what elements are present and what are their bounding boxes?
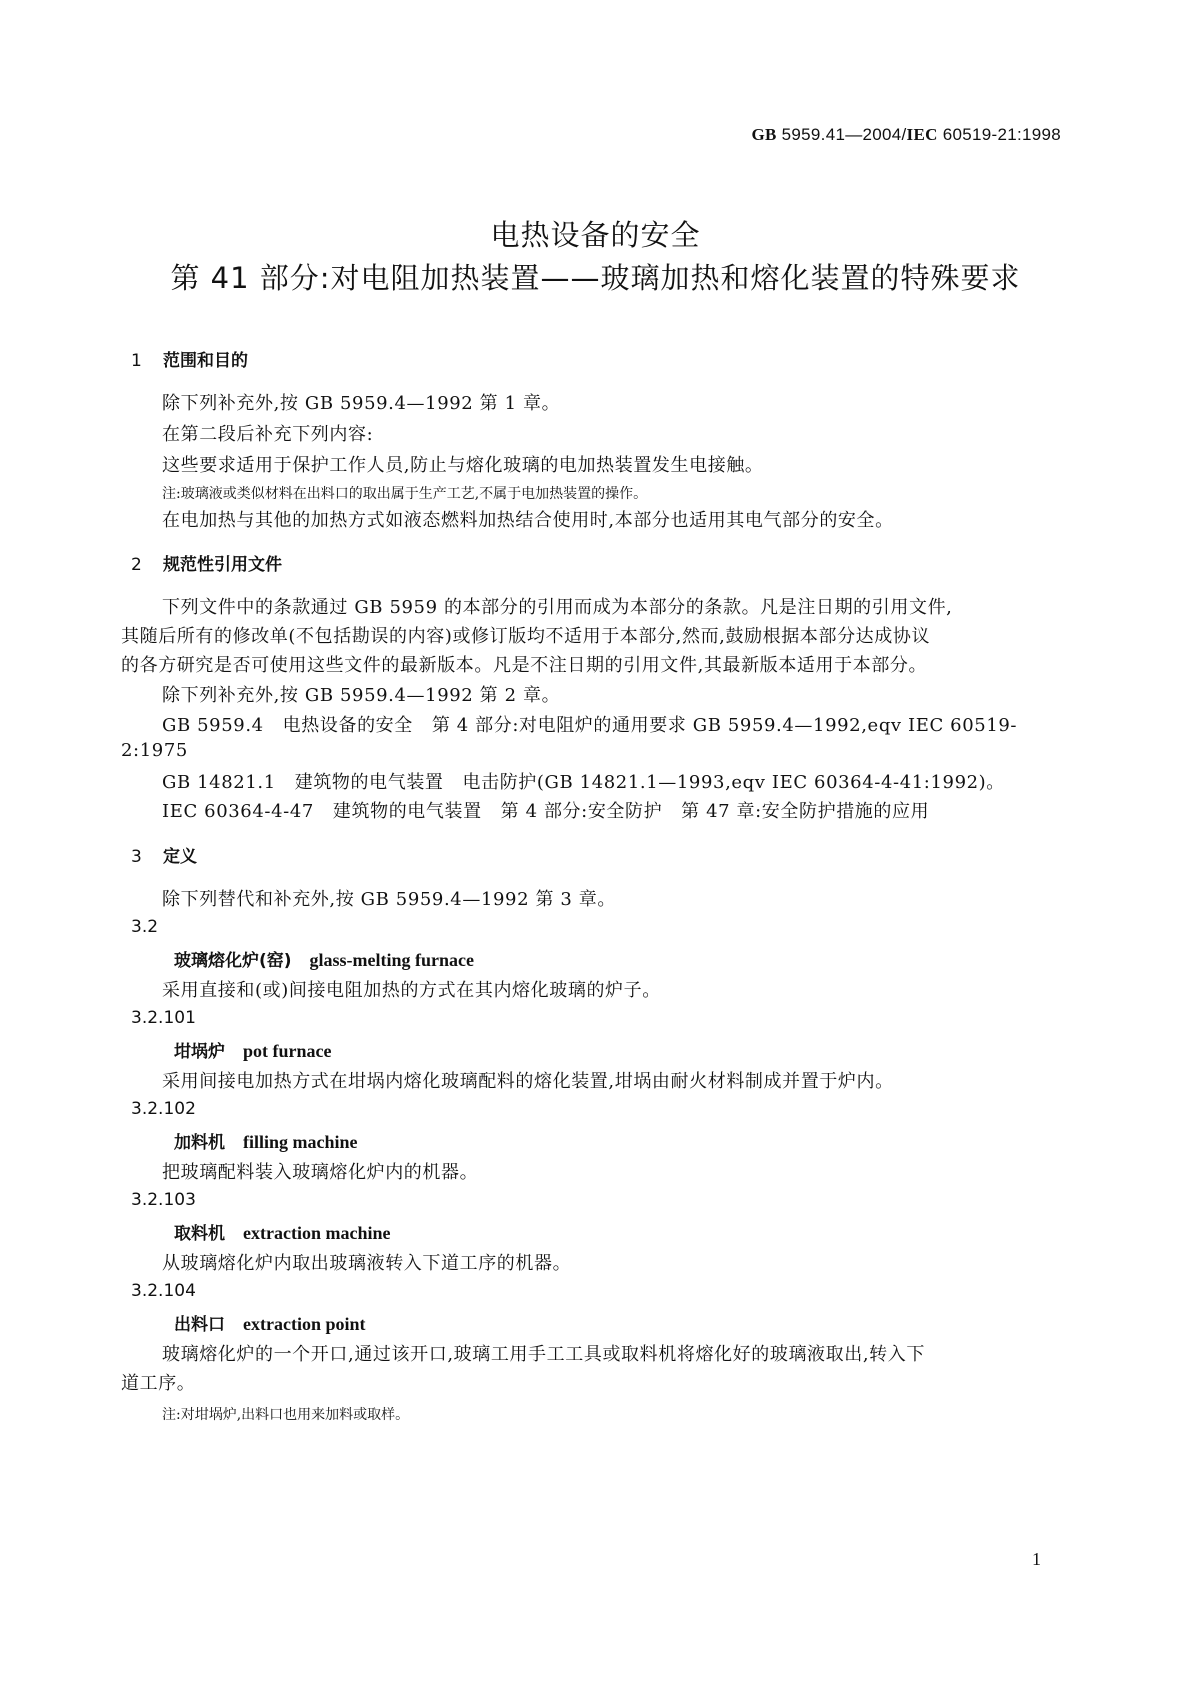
standard-code-iec-number: 60519-21:1998 <box>937 125 1061 144</box>
s1-paragraph-3: 这些要求适用于保护工作人员,防止与熔化玻璃的电加热装置发生电接触。 <box>162 455 764 476</box>
definition-text: 从玻璃熔化炉内取出玻璃液转入下道工序的机器。 <box>162 1253 572 1274</box>
standard-code <box>751 125 1061 145</box>
term-english: filling machine <box>243 1132 358 1152</box>
section-title: 范围和目的 <box>163 351 248 371</box>
definition-text: 采用间接电加热方式在坩埚内熔化玻璃配料的熔化装置,坩埚由耐火材料制成并置于炉内。 <box>162 1071 894 1092</box>
s2-paragraph-2: 除下列补充外,按 GB 5959.4—1992 第 2 章。 <box>162 685 561 706</box>
s1-paragraph-4: 在电加热与其他的加热方式如液态燃料加热结合使用时,本部分也适用其电气部分的安全。 <box>162 510 894 531</box>
clause-number: 3.2.102 <box>131 1099 196 1119</box>
standard-code-iec: IEC <box>906 125 938 144</box>
section-2-heading <box>131 550 282 575</box>
definition-text: 把玻璃配料装入玻璃熔化炉内的机器。 <box>162 1162 479 1183</box>
definition-text-line-1: 玻璃熔化炉的一个开口,通过该开口,玻璃工用手工工具或取料机将熔化好的玻璃液取出,转入下 <box>162 1344 925 1365</box>
term-chinese: 取料机 <box>174 1224 225 1244</box>
s2-paragraph-1-line-3: 的各方研究是否可使用这些文件的最新版本。凡是不注日期的引用文件,其最新版本适用于本部分。 <box>121 655 928 676</box>
definition-text: 采用直接和(或)间接电阻加热的方式在其内熔化玻璃的炉子。 <box>162 980 661 1001</box>
term-english: extraction machine <box>243 1223 391 1243</box>
term-english: glass-melting furnace <box>309 950 475 970</box>
page-number: 1 <box>1032 1549 1041 1569</box>
definition-text-line-2: 道工序。 <box>121 1373 196 1394</box>
term-chinese: 加料机 <box>174 1133 225 1153</box>
standard-code-prefix: GB <box>751 125 777 144</box>
reference-gb5959-line-2: 2:1975 <box>121 740 188 761</box>
clause-number: 3.2.103 <box>131 1190 196 1210</box>
section-number: 3 <box>131 847 142 867</box>
term-chinese: 出料口 <box>174 1315 225 1335</box>
section-3-heading <box>131 842 197 867</box>
s2-paragraph-1-line-1: 下列文件中的条款通过 GB 5959 的本部分的引用而成为本部分的条款。凡是注日期的引用文件, <box>162 597 953 618</box>
definition-term <box>174 946 474 971</box>
term-english: extraction point <box>243 1314 366 1334</box>
clause-number: 3.2 <box>131 917 159 937</box>
document-title: 电热设备的安全 <box>490 218 701 252</box>
document-subtitle: 第 41 部分:对电阻加热装置——玻璃加热和熔化装置的特殊要求 <box>170 261 1021 295</box>
term-english: pot furnace <box>243 1041 332 1061</box>
term-chinese: 玻璃熔化炉(窑) <box>174 951 292 971</box>
section-1-heading <box>131 346 248 371</box>
definition-term <box>174 1128 358 1153</box>
definition-term <box>174 1310 365 1335</box>
s3-paragraph-1: 除下列替代和补充外,按 GB 5959.4—1992 第 3 章。 <box>162 889 616 910</box>
clause-number: 3.2.104 <box>131 1281 196 1301</box>
reference-iec60364: IEC 60364-4-47 建筑物的电气装置 第 4 部分:安全防护 第 47 章:安全防护措施的应用 <box>162 801 930 822</box>
s3-note: 注:对坩埚炉,出料口也用来加料或取样。 <box>162 1407 410 1423</box>
s2-paragraph-1-line-2: 其随后所有的修改单(不包括勘误的内容)或修订版均不适用于本部分,然而,鼓励根据本部分达成协议 <box>121 626 931 647</box>
section-number: 1 <box>131 351 142 371</box>
reference-gb5959-line-1: GB 5959.4 电热设备的安全 第 4 部分:对电阻炉的通用要求 GB 5959.4—1992,eqv IEC 60519- <box>162 715 1018 736</box>
definition-term <box>174 1219 390 1244</box>
s1-paragraph-2: 在第二段后补充下列内容: <box>162 424 374 445</box>
s1-note: 注:玻璃液或类似材料在出料口的取出属于生产工艺,不属于电加热装置的操作。 <box>162 486 648 502</box>
section-title: 定义 <box>163 847 197 867</box>
term-chinese: 坩埚炉 <box>174 1042 225 1062</box>
reference-gb14821: GB 14821.1 建筑物的电气装置 电击防护(GB 14821.1—1993,eqv IEC 60364-4-41:1992)。 <box>162 772 1005 793</box>
section-title: 规范性引用文件 <box>163 555 282 575</box>
clause-number: 3.2.101 <box>131 1008 196 1028</box>
definition-term <box>174 1037 332 1062</box>
s1-paragraph-1: 除下列补充外,按 GB 5959.4—1992 第 1 章。 <box>162 393 561 414</box>
standard-code-number: 5959.41—2004/ <box>776 125 907 144</box>
section-number: 2 <box>131 555 142 575</box>
